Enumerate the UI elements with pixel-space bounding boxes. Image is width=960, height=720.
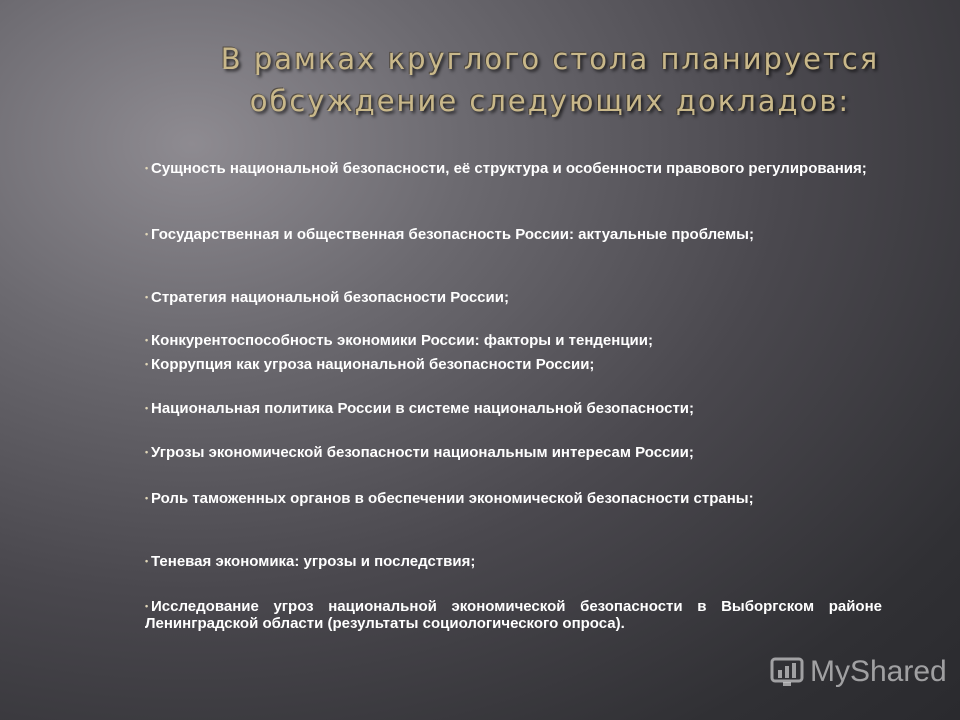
list-item <box>145 553 882 570</box>
bullet-icon: • <box>145 292 149 302</box>
slide-title <box>200 38 900 122</box>
list-item <box>145 598 882 632</box>
list-item-text: Роль таможенных органов в обеспечении экономической безопасности страны; <box>151 490 754 507</box>
list-item <box>145 490 882 507</box>
bullet-icon: • <box>145 403 149 413</box>
list-item <box>145 332 882 349</box>
list-item-text: Коррупция как угроза национальной безопасности России; <box>151 356 595 373</box>
watermark <box>770 655 947 689</box>
bullet-icon: • <box>145 493 149 503</box>
bullet-icon: • <box>145 556 149 566</box>
list-item-text: Исследование угроз национальной экономической безопасности в Выборгском районе Ленинградской области (результаты социологического опроса). <box>145 598 882 632</box>
title-line-2: обсуждение следующих докладов: <box>249 84 851 118</box>
bullet-icon: • <box>145 335 149 345</box>
bullet-icon: • <box>145 359 149 369</box>
bullet-icon: • <box>145 163 149 173</box>
title-line-1: В рамках круглого стола планируется <box>220 42 880 76</box>
list-item <box>145 226 882 243</box>
list-item-text: Конкурентоспособность экономики России: факторы и тенденции; <box>151 332 653 349</box>
list-item-text: Теневая экономика: угрозы и последствия; <box>151 553 476 570</box>
bullet-icon: • <box>145 229 149 239</box>
list-item <box>145 160 882 177</box>
list-item-text: Государственная и общественная безопасность России: актуальные проблемы; <box>151 226 754 243</box>
list-item-text: Национальная политика России в системе национальной безопасности; <box>151 400 695 417</box>
list-item <box>145 444 882 461</box>
list-item <box>145 289 882 306</box>
list-item-text: Угрозы экономической безопасности национальным интересам России; <box>151 444 694 461</box>
list-item <box>145 356 882 373</box>
watermark-text: MyShared <box>810 655 947 688</box>
bullet-icon: • <box>145 601 149 611</box>
bullet-icon: • <box>145 447 149 457</box>
list-item-text: Стратегия национальной безопасности России; <box>151 289 509 306</box>
myshared-logo-icon <box>770 655 804 689</box>
list-item-text: Сущность национальной безопасности, её структура и особенности правового регулирования; <box>151 160 867 177</box>
list-item <box>145 400 882 417</box>
